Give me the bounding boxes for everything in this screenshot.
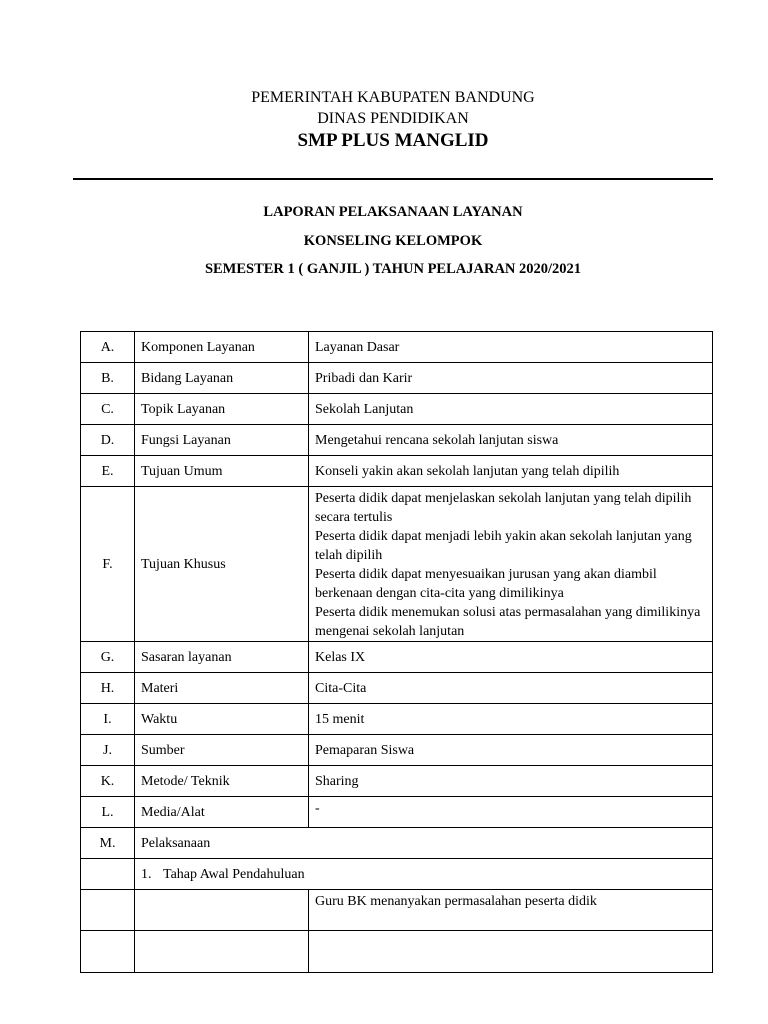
row-label: Materi [135, 673, 309, 704]
row-value: 15 menit [309, 704, 713, 735]
report-title-line1: LAPORAN PELAKSANAAN LAYANAN [263, 204, 523, 220]
table-row [81, 487, 713, 642]
row-label: Topik Layanan [135, 394, 309, 425]
row-code-empty [81, 859, 135, 890]
row-code: K. [81, 766, 135, 797]
row-label: Sumber [135, 735, 309, 766]
row-label-empty [135, 931, 309, 973]
row-label: Fungsi Layanan [135, 425, 309, 456]
objective-item: Peserta didik menemukan solusi atas permasalahan yang dimilikinya mengenai sekolah lanjutan [315, 605, 701, 639]
report-title-line3: SEMESTER 1 ( GANJIL ) TAHUN PELAJARAN 2020/2021 [204, 261, 582, 277]
table-row [81, 890, 713, 931]
row-value: Sharing [309, 766, 713, 797]
header-divider [73, 178, 713, 180]
row-code: H. [81, 673, 135, 704]
row-value: Konseli yakin akan sekolah lanjutan yang telah dipilih [309, 456, 713, 487]
row-value: Sekolah Lanjutan [309, 394, 713, 425]
table-row [81, 456, 713, 487]
step-heading [135, 859, 713, 890]
row-value: Guru BK menanyakan permasalahan peserta didik [309, 890, 713, 931]
row-code: J. [81, 735, 135, 766]
header-department: DINAS PENDIDIKAN [317, 110, 469, 127]
row-label: Komponen Layanan [135, 332, 309, 363]
table-row [81, 859, 713, 890]
row-code-empty [81, 890, 135, 931]
row-value: - [309, 797, 713, 828]
row-code: E. [81, 456, 135, 487]
row-label: Bidang Layanan [135, 363, 309, 394]
row-value: Pemaparan Siswa [309, 735, 713, 766]
row-code: A. [81, 332, 135, 363]
objective-item: Peserta didik dapat menjelaskan sekolah lanjutan yang telah dipilih secara tertulis [315, 491, 692, 525]
header-school-name: SMP PLUS MANGLID [297, 130, 489, 151]
row-value: Pribadi dan Karir [309, 363, 713, 394]
row-code: B. [81, 363, 135, 394]
row-label: Media/Alat [135, 797, 309, 828]
row-value: Layanan Dasar [309, 332, 713, 363]
table-row [81, 766, 713, 797]
report-table [80, 331, 713, 973]
table-row [81, 673, 713, 704]
row-value: Cita-Cita [309, 673, 713, 704]
step-number: 1. [141, 866, 152, 882]
table-row [81, 642, 713, 673]
table-row [81, 425, 713, 456]
row-label: Pelaksanaan [135, 828, 713, 859]
objective-item: Peserta didik dapat menyesuaikan jurusan yang akan diambil berkenaan dengan cita-cita yang dimilikinya [315, 567, 657, 601]
table-row [81, 931, 713, 973]
table-row [81, 363, 713, 394]
objective-item: Peserta didik dapat menjadi lebih yakin akan sekolah lanjutan yang telah dipilih [315, 529, 692, 563]
row-code: M. [81, 828, 135, 859]
row-label: Sasaran layanan [135, 642, 309, 673]
row-code: I. [81, 704, 135, 735]
table-row [81, 394, 713, 425]
table-row [81, 797, 713, 828]
row-label: Tujuan Umum [135, 456, 309, 487]
step-label: Tahap Awal Pendahuluan [163, 866, 305, 882]
table-row [81, 828, 713, 859]
row-code: G. [81, 642, 135, 673]
row-code: D. [81, 425, 135, 456]
row-label: Metode/ Teknik [135, 766, 309, 797]
row-value-empty [309, 931, 713, 973]
row-value: Kelas IX [309, 642, 713, 673]
row-value: Mengetahui rencana sekolah lanjutan siswa [309, 425, 713, 456]
row-code: F. [81, 487, 135, 642]
row-label: Waktu [135, 704, 309, 735]
row-label-empty [135, 890, 309, 931]
row-code: L. [81, 797, 135, 828]
table-row [81, 704, 713, 735]
row-code-empty [81, 931, 135, 973]
header-government: PEMERINTAH KABUPATEN BANDUNG [251, 89, 535, 106]
table-row [81, 735, 713, 766]
row-value-list [309, 487, 713, 642]
table-row [81, 332, 713, 363]
report-title-line2: KONSELING KELOMPOK [303, 233, 483, 249]
row-code: C. [81, 394, 135, 425]
row-label: Tujuan Khusus [135, 487, 309, 642]
